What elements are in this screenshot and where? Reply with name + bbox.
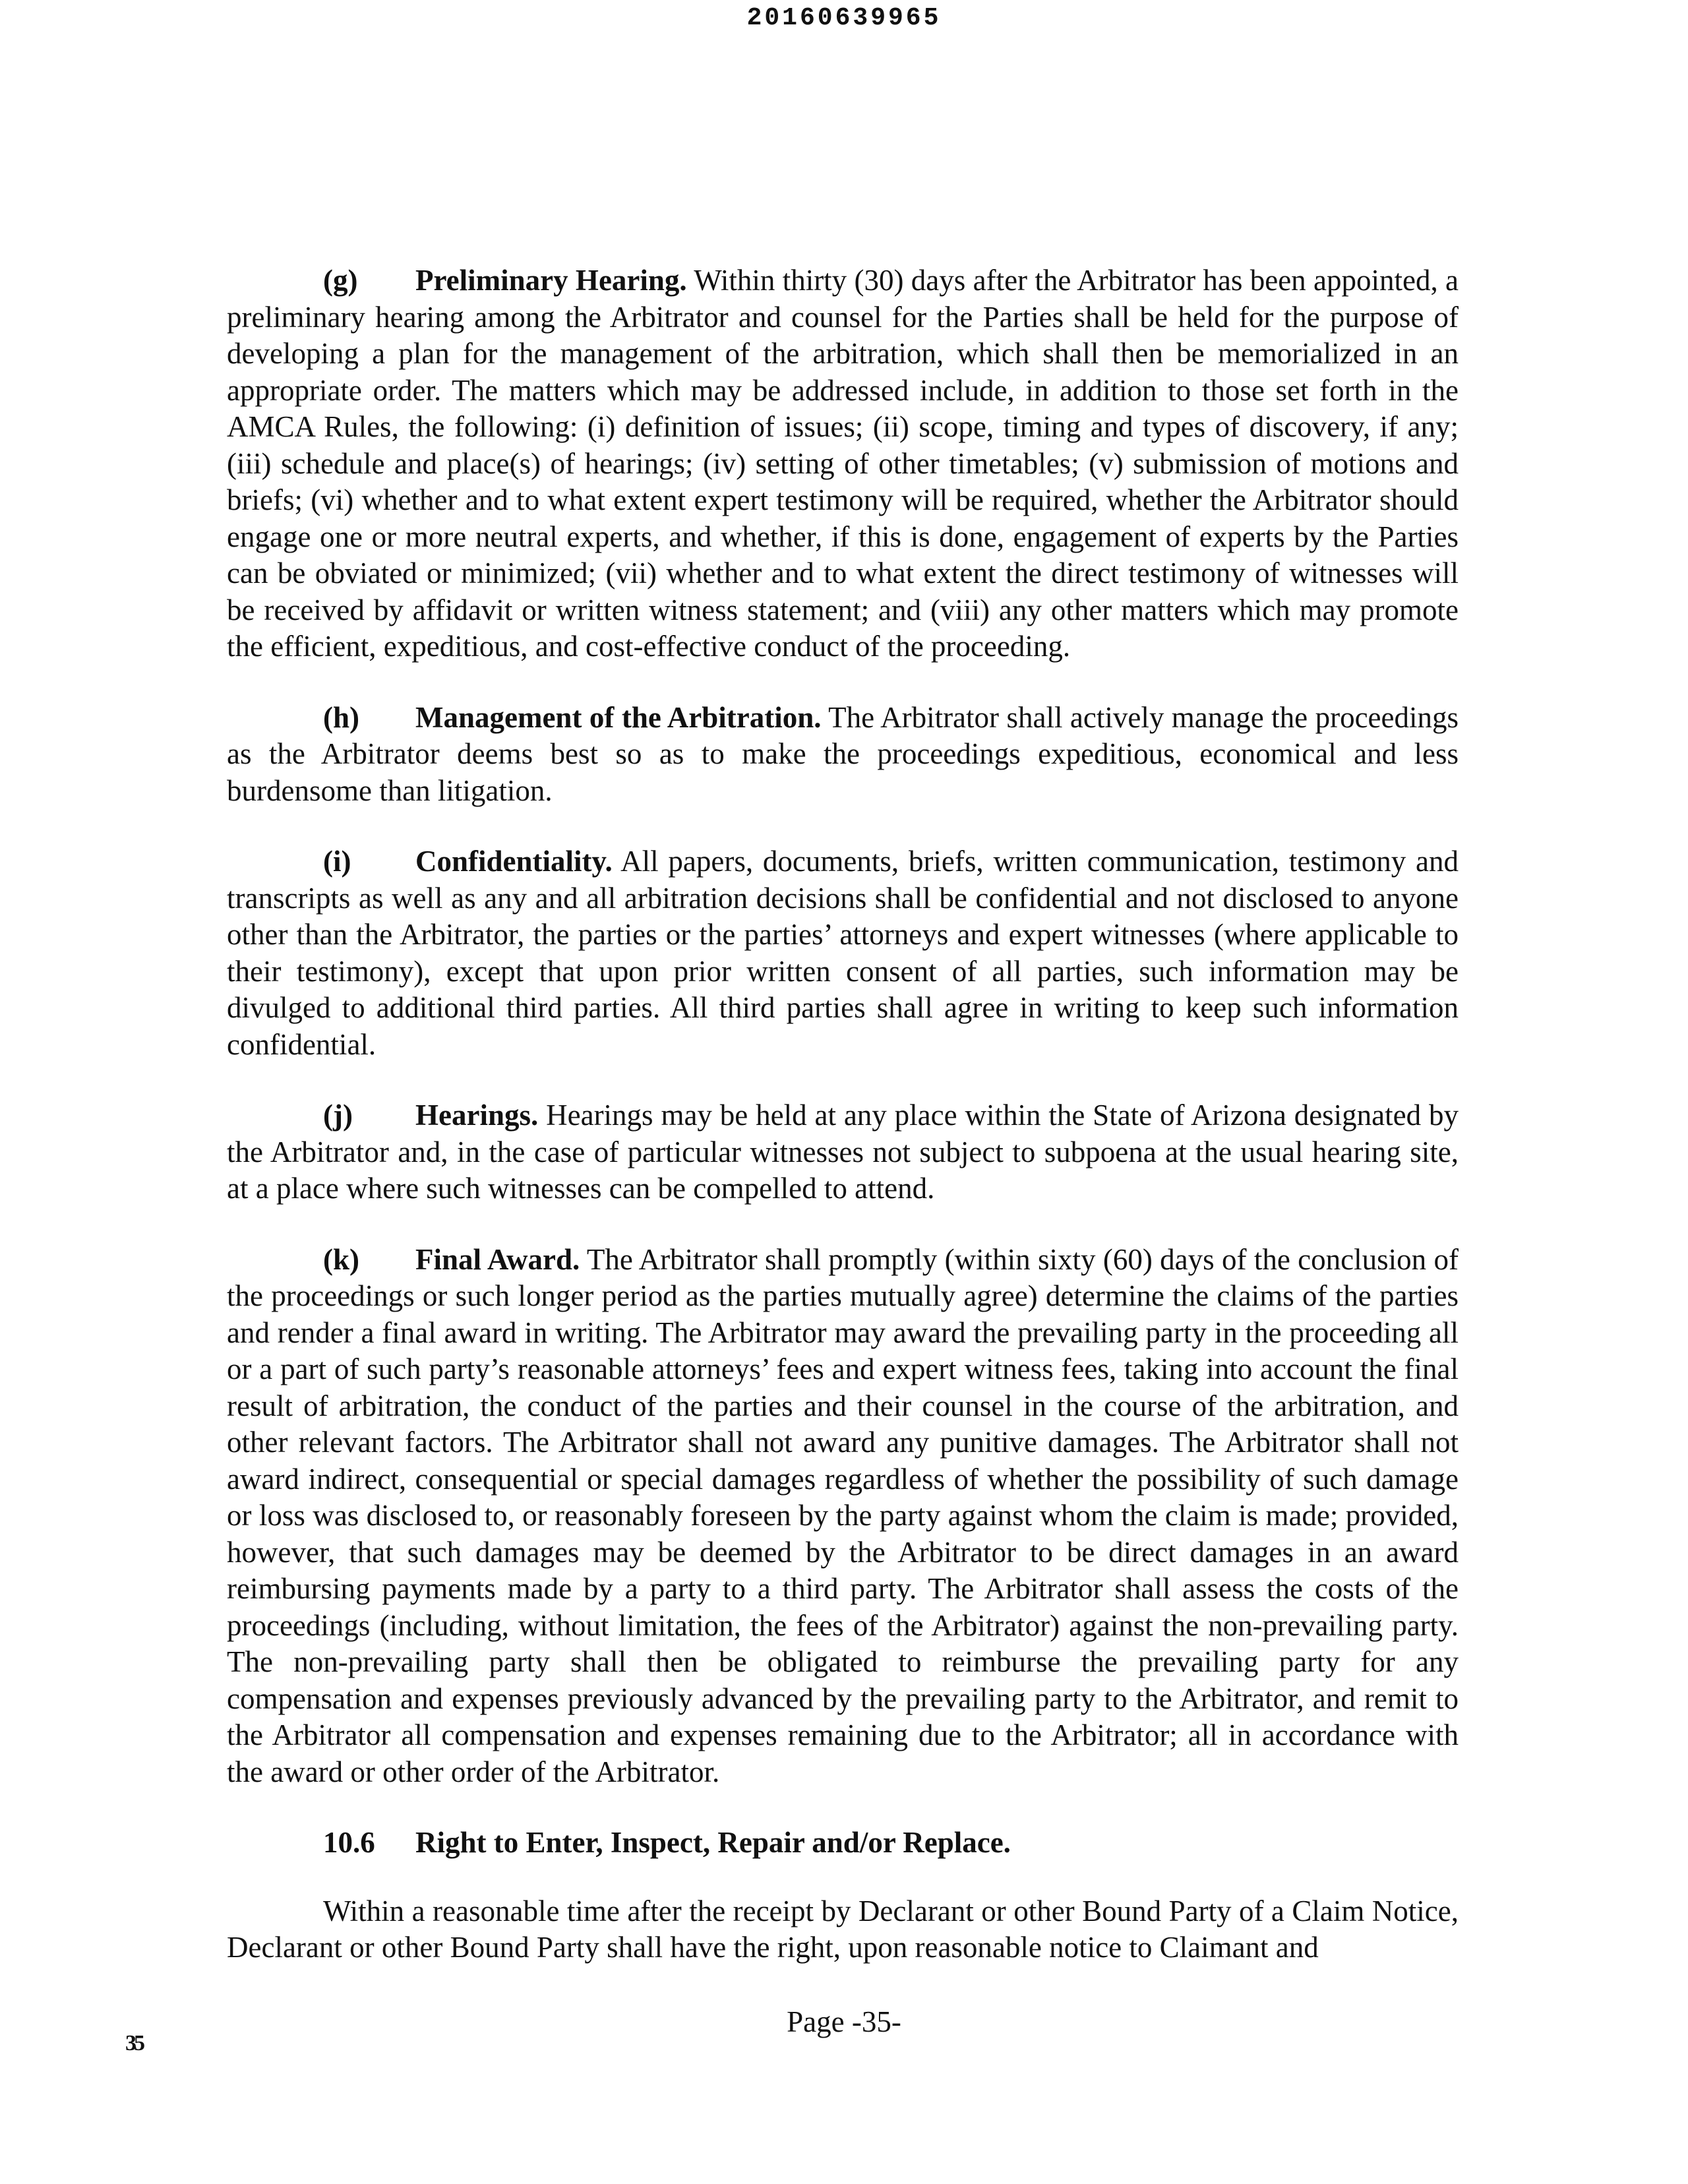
- document-number: 20160639965: [746, 4, 942, 32]
- paragraph-text: The Arbitrator shall promptly (within sixty (60) days of the conclusion of the proceedings or such longer period as the parties mutually agree) determine the claims of the parties and render a final award in writing. The Arbitrator may award the prevailing party in the proceeding all or a part of such party’s reasonable attorneys’ fees and expert witness fees, taking into account the final result of arbitration, the conduct of the parties and their counsel in the course of the arbitration, and other relevant factors. The Arbitrator shall not award any punitive damages. The Arbitrator shall not award indirect, consequential or special damages regardless of whether the possibility of such damage or loss was disclosed to, or reasonably foreseen by the party against whom the claim is made; provided, however, that such damages may be deemed by the Arbitrator to be direct damages in an award reimbursing payments made by a party to a third party. The Arbitrator shall assess the costs of the proceedings (including, without limitation, the fees of the Arbitrator) against the non-prevailing party. The non-prevailing party shall then be obligated to reimburse the prevailing party for any compensation and expenses previously advanced by the prevailing party to the Arbitrator, and remit to the Arbitrator all compensation and expenses remaining due to the Arbitrator; all in accordance with the award or other order of the Arbitrator.: [227, 1242, 1459, 1788]
- corner-number: 35: [125, 2031, 142, 2055]
- paragraph-g: [227, 262, 1459, 665]
- paragraph-text: Within thirty (30) days after the Arbitrator has been appointed, a preliminary hearing among the Arbitrator and counsel for the Parties shall be held for the purpose of developing a plan for the management of the arbitration, which shall then be memorialized in an appropriate order. The matters which may be addressed include, in addition to those set forth in the AMCA Rules, the following: (i) definition of issues; (ii) scope, timing and types of discovery, if any; (iii) schedule and place(s) of hearings; (iv) setting of other timetables; (v) submission of motions and briefs; (vi) whether and to what extent expert testimony will be required, whether the Arbitrator should engage one or more neutral experts, and whether, if this is done, engagement of experts by the Parties can be obviated or minimized; (vii) whether and to what extent the direct testimony of witnesses will be received by affidavit or written witness statement; and (viii) any other matters which may promote the efficient, expeditious, and cost-effective conduct of the proceeding.: [227, 264, 1459, 663]
- paragraph-i: [227, 843, 1459, 1063]
- paragraph-title: Hearings.: [415, 1099, 539, 1132]
- paragraph-text: The Arbitrator shall actively manage the proceedings as the Arbitrator deems best so as to make the proceedings expeditious, economical and less burdensome than litigation.: [227, 700, 1459, 807]
- paragraph-label: (j): [323, 1099, 353, 1132]
- section-number: 10.6: [323, 1826, 375, 1859]
- paragraph-h: [227, 700, 1459, 810]
- paragraph-label: (i): [323, 845, 351, 878]
- page-number: Page -35-: [787, 2005, 901, 2038]
- paragraph-text: Hearings may be held at any place within the State of Arizona designated by the Arbitrator and, in the case of particular witnesses not subject to subpoena at the usual hearing site, at a place where such witnesses can be compelled to attend.: [227, 1099, 1459, 1205]
- paragraph-title: Preliminary Hearing.: [415, 264, 687, 297]
- paragraph-title: Final Award.: [415, 1242, 580, 1276]
- paragraph-label: (g): [323, 264, 358, 297]
- paragraph-label: (k): [323, 1242, 359, 1276]
- section-paragraph: [227, 1893, 1459, 1966]
- document-body: [227, 262, 1459, 2001]
- paragraph-text: All papers, documents, briefs, written communication, testimony and transcripts as well as any and all arbitration decisions shall be confidential and not disclosed to anyone other than the Arbitrator, the parties or the parties’ attorneys and expert witnesses (where applicable to their testimony), except that upon prior written consent of all parties, such information may be divulged to additional third parties. All third parties shall agree in writing to keep such information confidential.: [227, 845, 1459, 1061]
- paragraph-title: Management of the Arbitration.: [415, 700, 822, 734]
- paragraph-label: (h): [323, 700, 359, 734]
- section-text: Within a reasonable time after the receipt by Declarant or other Bound Party of a Claim Notice, Declarant or other Bound Party shall have the right, upon reasonable notice to Claimant and: [227, 1894, 1459, 1964]
- paragraph-j: [227, 1097, 1459, 1207]
- paragraph-k: [227, 1242, 1459, 1791]
- paragraph-title: Confidentiality.: [415, 845, 613, 878]
- section-title: Right to Enter, Inspect, Repair and/or Replace.: [415, 1826, 1011, 1859]
- section-heading: [227, 1825, 1459, 1862]
